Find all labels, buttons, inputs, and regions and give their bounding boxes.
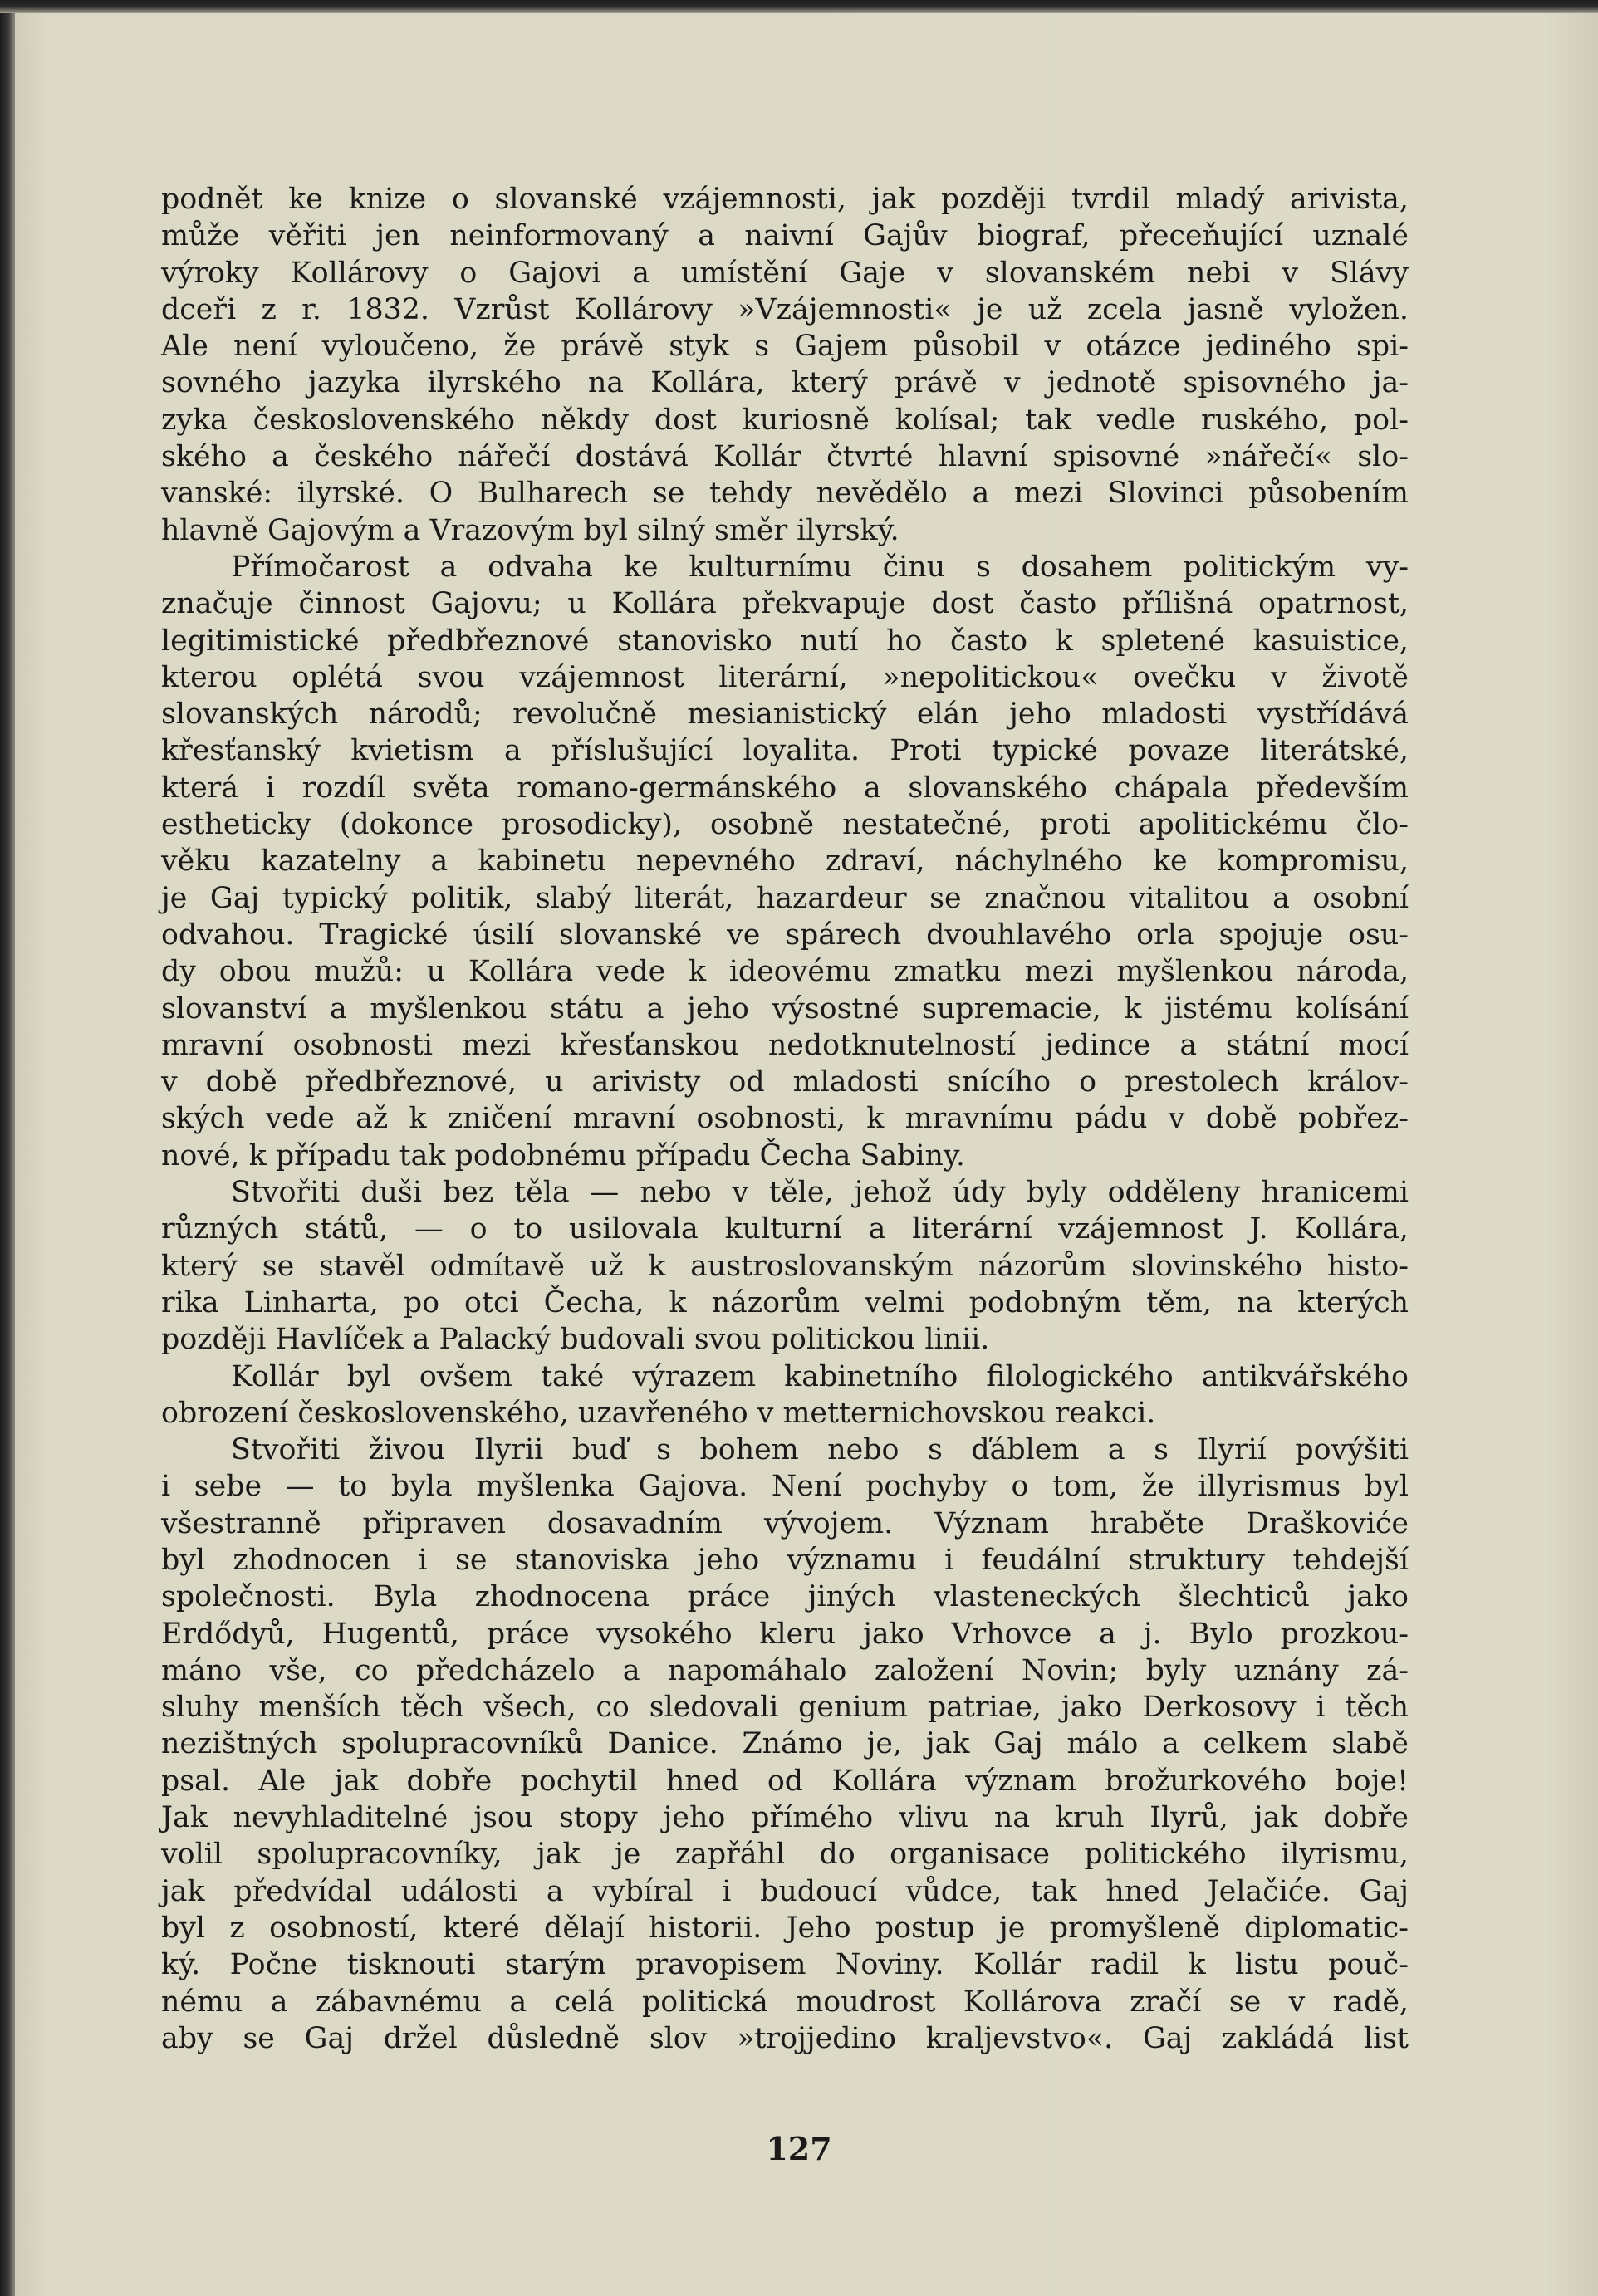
text-line: Kollár byl ovšem také výrazem kabinetního filologického antikvářského	[231, 1359, 1409, 1393]
text-line: byl z osobností, které dělají historii. Jeho postup je promyšleně diplomatic-	[161, 1911, 1409, 1945]
text-line: estheticky (dokonce prosodicky), osobně nestatečné, proti apolitickému člo-	[161, 808, 1409, 842]
body-text	[161, 181, 1409, 2057]
text-line: který se stavěl odmítavě už k austroslovanským názorům slovinského histo-	[161, 1249, 1409, 1283]
text-line: aby se Gaj držel důsledně slov »trojjedino kraljevstvo«. Gaj zakládá list	[161, 2021, 1409, 2055]
text-line: výroky Kollárovy o Gajovi a umístění Gaje v slovanském nebi v Slávy	[161, 256, 1409, 290]
text-line: psal. Ale jak dobře pochytil hned od Kollára význam brožurkového boje!	[161, 1764, 1409, 1798]
text-line: je Gaj typický politik, slabý literát, hazardeur se značnou vitalitou a osobní	[161, 881, 1409, 915]
text-line: Stvořiti živou Ilyrii buď s bohem nebo s ďáblem a s Ilyrií povýšiti	[231, 1433, 1409, 1467]
text-line: jak předvídal události a vybíral i budoucí vůdce, tak hned Jelačiće. Gaj	[161, 1874, 1409, 1908]
text-line: byl zhodnocen i se stanoviska jeho významu i feudální struktury tehdejší	[161, 1543, 1409, 1577]
text-line: ký. Počne tisknouti starým pravopisem Noviny. Kollár radil k listu pouč-	[161, 1948, 1409, 1982]
text-line: i sebe — to byla myšlenka Gajova. Není pochyby o tom, že illyrismus byl	[161, 1470, 1409, 1504]
text-line: značuje činnost Gajovu; u Kollára překvapuje dost často přílišná opatrnost,	[161, 587, 1409, 621]
text-line: Erdődyů, Hugentů, práce vysokého kleru jako Vrhovce a j. Bylo prozkou-	[161, 1617, 1409, 1651]
text-line: nému a zábavnému a celá politická moudrost Kollárova zračí se v radě,	[161, 1985, 1409, 2019]
text-line: sovného jazyka ilyrského na Kollára, který právě v jednotě spisovného ja-	[161, 366, 1409, 400]
paragraph	[161, 549, 1409, 1174]
text-line: dceři z r. 1832. Vzrůst Kollárovy »Vzájemnosti« je už zcela jasně vyložen.	[161, 292, 1409, 326]
paragraph	[161, 181, 1409, 549]
text-line: v době předbřeznové, u arivisty od mladosti snícího o prestolech králov-	[161, 1065, 1409, 1099]
text-line: rika Linharta, po otci Čecha, k názorům velmi podobným těm, na kterých	[161, 1285, 1409, 1319]
text-line: zyka československého někdy dost kuriosně kolísal; tak vedle ruského, pol-	[161, 403, 1409, 437]
paragraph	[161, 1174, 1409, 1358]
text-line: volil spolupracovníky, jak je zapřáhl do organisace politického ilyrismu,	[161, 1838, 1409, 1872]
text-line: různých států, — o to usilovala kulturní a literární vzájemnost J. Kollára,	[161, 1212, 1409, 1246]
text-line: vanské: ilyrské. O Bulharech se tehdy nevědělo a mezi Slovinci působením	[161, 477, 1409, 511]
paragraph	[161, 1359, 1409, 1432]
text-line: legitimistické předbřeznové stanovisko nutí ho často k spletené kasuistice,	[161, 624, 1409, 658]
text-line: později Havlíček a Palacký budovali svou politickou linii.	[161, 1323, 990, 1357]
text-line: hlavně Gajovým a Vrazovým byl silný směr ilyrský.	[161, 513, 899, 547]
text-line: nové, k případu tak podobnému případu Čecha Sabiny.	[161, 1138, 965, 1172]
text-line: ského a českého nářečí dostává Kollár čtvrté hlavní spisovné »nářečí« slo-	[161, 440, 1409, 474]
text-line: Jak nevyhladitelné jsou stopy jeho přímého vlivu na kruh Ilyrů, jak dobře	[161, 1801, 1409, 1835]
text-line: věku kazatelny a kabinetu nepevného zdraví, náchylného ke kompromisu,	[161, 844, 1409, 879]
text-line: křesťanský kvietism a příslušující loyalita. Proti typické povaze literátské,	[161, 734, 1409, 768]
text-line: nezištných spolupracovníků Danice. Známo je, jak Gaj málo a celkem slabě	[161, 1727, 1409, 1761]
text-line: slovanství a myšlenkou státu a jeho výsostné supremacie, k jistému kolísání	[161, 991, 1409, 1026]
book-binding-shadow	[0, 0, 15, 2296]
text-line: kterou oplétá svou vzájemnost literární, »nepolitickou« ovečku v životě	[161, 660, 1409, 694]
page-number: 127	[766, 2130, 832, 2167]
text-line: dy obou mužů: u Kollára vede k ideovému zmatku mezi myšlenkou národa,	[161, 955, 1409, 989]
text-line: odvahou. Tragické úsilí slovanské ve spárech dvouhlavého orla spojuje osu-	[161, 918, 1409, 952]
paragraph	[161, 1432, 1409, 2057]
text-line: která i rozdíl světa romano-germánského a slovanského chápala především	[161, 771, 1409, 805]
page-top-edge	[0, 0, 1598, 13]
text-line: Ale není vyloučeno, že právě styk s Gajem působil v otázce jediného spi-	[161, 330, 1409, 364]
text-line: společnosti. Byla zhodnocena práce jiných vlasteneckých šlechticů jako	[161, 1580, 1409, 1614]
text-line: slovanských národů; revolučně mesianistický elán jeho mladosti vystřídává	[161, 698, 1409, 732]
text-line: může věřiti jen neinformovaný a naivní Gajův biograf, přeceňující uznalé	[161, 219, 1409, 253]
text-line: podnět ke knize o slovanské vzájemnosti, jak později tvrdil mladý arivista,	[161, 183, 1409, 216]
text-line: ských vede až k zničení mravní osobnosti, k mravnímu pádu v době pobřez-	[161, 1102, 1409, 1136]
text-line: všestranně připraven dosavadním vývojem. Význam hraběte Draškoviće	[161, 1506, 1409, 1540]
text-line: sluhy menších těch všech, co sledovali genium patriae, jako Derkosovy i těch	[161, 1691, 1409, 1725]
text-line: obrození československého, uzavřeného v metternichovskou reakci.	[161, 1396, 1156, 1430]
text-line: Stvořiti duši bez těla — nebo v těle, jehož údy byly odděleny hranicemi	[231, 1176, 1409, 1210]
text-line: mravní osobnosti mezi křesťanskou nedotknutelností jedince a státní mocí	[161, 1028, 1409, 1062]
text-line: máno vše, co předcházelo a napomáhalo založení Novin; byly uznány zá-	[161, 1653, 1409, 1687]
text-line: Přímočarost a odvaha ke kulturnímu činu s dosahem politickým vy-	[231, 550, 1409, 584]
